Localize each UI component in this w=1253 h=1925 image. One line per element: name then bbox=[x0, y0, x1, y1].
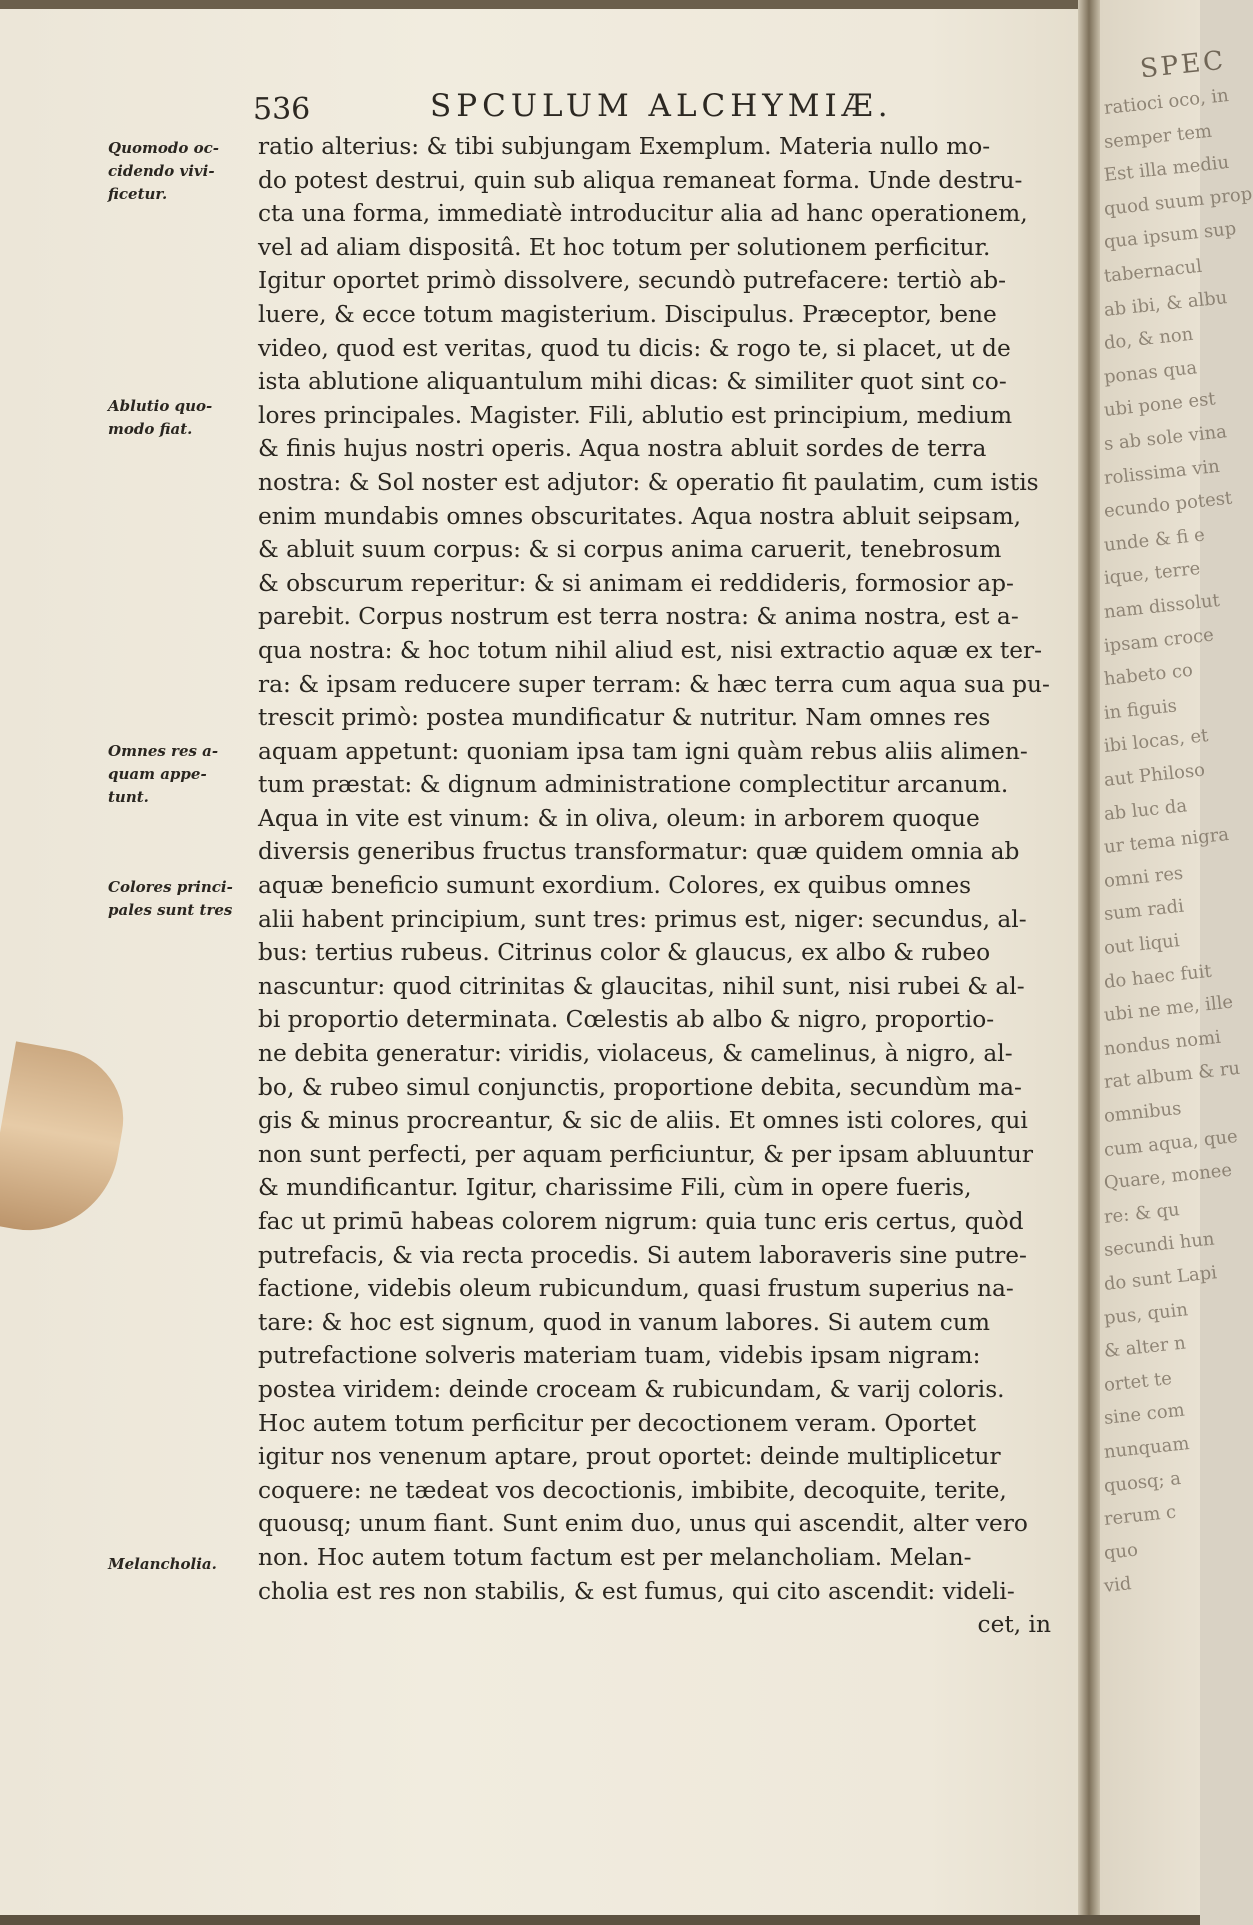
text-line: non. Hoc autem totum factum est per melancholiam. Melan- bbox=[258, 1543, 972, 1571]
text-line: & finis hujus nostri operis. Aqua nostra abluit sordes de terra bbox=[258, 435, 987, 463]
text-line: bo, & rubeo simul conjunctis, proportione debita, secundùm ma- bbox=[258, 1073, 1022, 1101]
text-line: cholia est res non stabilis, & est fumus, qui cito ascendit: videli- bbox=[258, 1577, 1015, 1605]
marginal-note-ablutio bbox=[108, 395, 258, 441]
facing-page-line: do haec fuit bbox=[1102, 960, 1213, 993]
text-line: ne debita generatur: viridis, violaceus, & camelinus, à nigro, al- bbox=[258, 1040, 1013, 1068]
text-line: bus: tertius rubeus. Citrinus color & glaucus, ex albo & rubeo bbox=[258, 939, 991, 967]
marginal-note-quomodo bbox=[108, 137, 258, 206]
facing-page-line: Est illa mediu bbox=[1102, 152, 1231, 187]
text-line: fac ut primū habeas colorem nigrum: quia tunc eris certus, quòd bbox=[258, 1208, 1024, 1235]
facing-page-line: ubi ne me, ille bbox=[1102, 991, 1235, 1027]
marginal-line: tunt. bbox=[108, 788, 149, 806]
text-line: & obscurum reperitur: & si animam ei reddideris, formosior ap- bbox=[258, 569, 1014, 597]
text-line: Aqua in vite est vinum: & in oliva, oleum: in arborem quoque bbox=[258, 804, 980, 832]
marginal-line: cidendo vivi- bbox=[108, 162, 215, 180]
wooden-page-holder bbox=[0, 1041, 134, 1244]
facing-page-line: omni res bbox=[1102, 862, 1185, 892]
facing-page-line: ab ibi, & albu bbox=[1102, 286, 1229, 321]
marginal-line: pales sunt tres bbox=[108, 901, 233, 919]
marginal-line: Colores princi- bbox=[108, 878, 233, 896]
text-line: Igitur oportet primò dissolvere, secundò putrefacere: tertiò ab- bbox=[258, 267, 1007, 295]
facing-page-line: Quare, monee bbox=[1102, 1159, 1233, 1195]
text-line: coquere: ne tædeat vos decoctionis, imbibite, decoquite, terite, bbox=[258, 1476, 1007, 1504]
text-line: nascuntur: quod citrinitas & glaucitas, nihil sunt, nisi rubei & al- bbox=[258, 972, 1025, 1000]
marginal-line: Quomodo oc- bbox=[108, 139, 219, 157]
facing-page-line: re: & qu bbox=[1102, 1198, 1181, 1228]
text-line: cet, in bbox=[977, 1611, 1051, 1639]
text-line: luere, & ecce totum magisterium. Discipulus. Præceptor, bene bbox=[258, 300, 997, 328]
facing-page-line: quod suum prop bbox=[1102, 183, 1253, 220]
marginal-line: Melancholia. bbox=[108, 1555, 217, 1573]
facing-page-line: unde & fi e bbox=[1102, 524, 1206, 556]
text-line: putrefactione solveris materiam tuam, videbis ipsam nigram: bbox=[258, 1342, 981, 1370]
facing-page-title: SPEC bbox=[1138, 45, 1228, 85]
facing-page-line: & alter n bbox=[1102, 1332, 1187, 1363]
facing-page-line: quosq; a bbox=[1102, 1467, 1182, 1497]
marginal-line: Ablutio quo- bbox=[108, 397, 213, 415]
facing-page bbox=[1100, 0, 1253, 1925]
facing-page-line: out liqui bbox=[1102, 930, 1181, 959]
facing-page-line: do sunt Lapi bbox=[1102, 1262, 1218, 1295]
facing-page-line: ratioci oco, in bbox=[1102, 84, 1230, 119]
text-line: do potest destrui, quin sub aliqua remaneat forma. Unde destru- bbox=[258, 166, 1023, 194]
text-line: cta una forma, immediatè introducitur alia ad hanc operationem, bbox=[258, 200, 1028, 228]
text-line: parebit. Corpus nostrum est terra nostra: & anima nostra, est a- bbox=[258, 603, 1019, 631]
marginal-line: ficetur. bbox=[108, 185, 168, 203]
text-line: lores principales. Magister. Fili, ablutio est principium, medium bbox=[258, 401, 1013, 429]
facing-page-line: ab luc da bbox=[1102, 794, 1189, 825]
facing-page-line: ibi locas, et bbox=[1102, 725, 1210, 758]
text-line: postea viridem: deinde croceam & rubicundam, & varij coloris. bbox=[258, 1375, 1005, 1403]
text-line: igitur nos venenum aptare, prout oportet: deinde multiplicetur bbox=[258, 1443, 1001, 1471]
facing-page-line: omnibus bbox=[1102, 1097, 1183, 1127]
text-line: diversis generibus fructus transformatur: quæ quidem omnia ab bbox=[258, 838, 1020, 866]
text-line: qua nostra: & hoc totum nihil aliud est, nisi extractio aquæ ex ter- bbox=[258, 636, 1042, 664]
facing-page-line: ubi pone est bbox=[1102, 388, 1217, 422]
page-number: 536 bbox=[253, 92, 311, 127]
text-line: ista ablutione aliquantulum mihi dicas: & similiter quot sint co- bbox=[258, 368, 1007, 396]
marginal-note-colores bbox=[108, 876, 258, 922]
facing-page-line: ecundo potest bbox=[1102, 487, 1234, 523]
text-line: ra: & ipsam reducere super terram: & hæc terra cum aqua sua pu- bbox=[258, 670, 1050, 698]
text-line: nostra: & Sol noster est adjutor: & operatio fit paulatim, cum istis bbox=[258, 468, 1039, 496]
facing-page-line: nondus nomi bbox=[1102, 1026, 1222, 1060]
text-line: putrefacis, & via recta procedis. Si autem laboraveris sine putre- bbox=[258, 1241, 1027, 1269]
facing-page-line: sum radi bbox=[1102, 896, 1185, 926]
book-gutter bbox=[1078, 0, 1100, 1925]
facing-page-line: ique, terre bbox=[1102, 558, 1202, 590]
facing-page-line: secundi hun bbox=[1102, 1228, 1216, 1262]
text-line: video, quod est veritas, quod tu dicis: & rogo te, si placet, ut de bbox=[258, 334, 1011, 362]
top-page-edge bbox=[0, 0, 1090, 9]
text-line: enim mundabis omnes obscuritates. Aqua nostra abluit seipsam, bbox=[258, 502, 1022, 530]
text-line: aquæ beneficio sumunt exordium. Colores, ex quibus omnes bbox=[258, 872, 972, 900]
facing-page-line: ortet te bbox=[1102, 1367, 1173, 1396]
facing-page-line: rolissima vin bbox=[1102, 455, 1221, 489]
text-line: & abluit suum corpus: & si corpus anima caruerit, tenebrosum bbox=[258, 536, 1002, 564]
text-line: gis & minus procreantur, & sic de aliis. Et omnes isti colores, qui bbox=[258, 1107, 1028, 1135]
facing-page-line: ipsam croce bbox=[1102, 624, 1215, 657]
bottom-page-edge bbox=[0, 1915, 1200, 1925]
facing-page-line: ponas qua bbox=[1102, 357, 1199, 388]
facing-page-line: aut Philoso bbox=[1102, 759, 1206, 791]
facing-page-line: ur tema nigra bbox=[1102, 824, 1230, 859]
text-line: vel ad aliam dispositâ. Et hoc totum per solutionem perficitur. bbox=[258, 233, 991, 261]
facing-page-line: habeto co bbox=[1102, 659, 1194, 691]
marginal-note-omnes-res bbox=[108, 740, 258, 809]
body-text bbox=[258, 130, 1051, 1642]
facing-page-line: in figuis bbox=[1102, 695, 1178, 724]
facing-page-line: tabernacul bbox=[1102, 255, 1204, 287]
text-line: non sunt perfecti, per aquam perficiuntur, & per ipsam abluuntur bbox=[258, 1140, 1034, 1168]
facing-page-line: nunquam bbox=[1102, 1433, 1191, 1463]
text-line: ratio alterius: & tibi subjungam Exemplum. Materia nullo mo- bbox=[258, 133, 991, 160]
text-line: bi proportio determinata. Cœlestis ab albo & nigro, proportio- bbox=[258, 1006, 995, 1034]
facing-page-line: qua ipsum sup bbox=[1102, 218, 1238, 254]
facing-page-line: semper tem bbox=[1102, 120, 1213, 153]
facing-page-line: sine com bbox=[1102, 1399, 1186, 1430]
facing-page-line: s ab sole vina bbox=[1102, 421, 1228, 455]
facing-page-line: pus, quin bbox=[1102, 1298, 1189, 1329]
facing-page-line: do, & non bbox=[1102, 323, 1195, 355]
marginal-line: modo fiat. bbox=[108, 420, 193, 438]
text-line: aquam appetunt: quoniam ipsa tam igni quàm rebus aliis alimen- bbox=[258, 737, 1028, 765]
text-line: tum præstat: & dignum administratione complectitur arcanum. bbox=[258, 771, 1009, 799]
text-line: Hoc autem totum perficitur per decoctionem veram. Oportet bbox=[258, 1409, 977, 1437]
facing-page-line: cum aqua, que bbox=[1102, 1125, 1239, 1161]
marginal-line: quam appe- bbox=[108, 765, 207, 783]
text-line: & mundificantur. Igitur, charissime Fili, cùm in opere fueris, bbox=[258, 1174, 972, 1202]
marginal-line: Omnes res a- bbox=[108, 742, 219, 760]
text-line: trescit primò: postea mundificatur & nutritur. Nam omnes res bbox=[258, 704, 991, 732]
facing-page-line: rat album & ru bbox=[1102, 1058, 1241, 1094]
facing-page-line: vid bbox=[1102, 1573, 1133, 1598]
text-line: tare: & hoc est signum, quod in vanum labores. Si autem cum bbox=[258, 1308, 990, 1336]
running-head: SPCULUM ALCHYMIÆ. bbox=[430, 88, 893, 124]
facing-page-line: quo bbox=[1102, 1539, 1139, 1564]
text-line: quousq; unum fiant. Sunt enim duo, unus qui ascendit, alter vero bbox=[258, 1510, 1028, 1538]
facing-page-line: rerum c bbox=[1102, 1501, 1178, 1531]
facing-page-line: nam dissolut bbox=[1102, 589, 1221, 623]
text-line: factione, videbis oleum rubicundum, quasi frustum superius na- bbox=[258, 1275, 1014, 1303]
marginal-note-melancholia bbox=[108, 1553, 258, 1576]
text-line: alii habent principium, sunt tres: primus est, niger: secundus, al- bbox=[258, 905, 1027, 933]
